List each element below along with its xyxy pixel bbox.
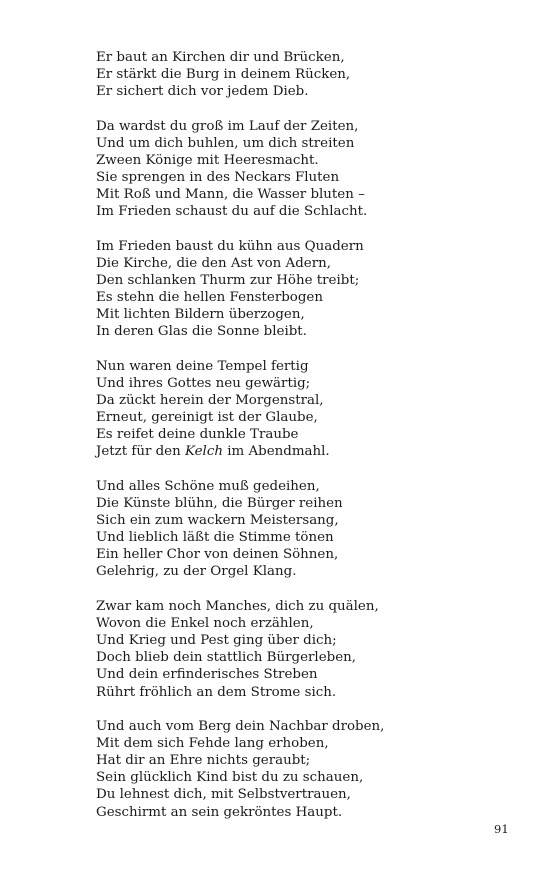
stanza [96,238,516,341]
verse-line [96,529,516,546]
page-number: 91 [494,822,509,836]
verse-text: Die Künste blühn, die Bürger reihen [96,496,343,512]
verse-text: Im Frieden baust du kühn aus Quadern [96,238,364,254]
verse-line [96,684,516,701]
stanza [96,478,516,581]
verse-line [96,255,516,272]
verse-text: Rührt fröhlich an dem Strome sich. [96,684,337,700]
verse-line [96,306,516,323]
verse-line [96,563,516,580]
verse-text: Die Kirche, die den Ast von Adern, [96,255,331,271]
verse-text: Geschirmt an sein gekröntes Haupt. [96,804,343,820]
verse-text: Erneut, gereinigt ist der Glaube, [96,410,318,426]
verse-line [96,323,516,340]
verse-text: Ein heller Chor von deinen Söhnen, [96,547,339,563]
verse-line [96,49,516,66]
verse-text: Und ihres Gottes neu gewärtig; [96,376,311,391]
verse-text: Und lieblich läßt die Stimme tönen [96,530,334,546]
stanza [96,118,516,221]
verse-text-continued: im Abendmahl. [222,444,330,460]
verse-line [96,495,516,512]
verse-text: Sich ein zum wackern Meistersang, [96,513,339,529]
stanza [96,718,516,821]
verse-line [96,409,516,426]
verse-line [96,169,516,186]
verse-text: Und auch vom Berg dein Nachbar droben, [96,719,385,735]
verse-text: Und Krieg und Pest ging über dich; [96,633,337,649]
verse-line [96,546,516,563]
verse-line [96,443,516,460]
verse-line [96,375,516,392]
verse-line [96,752,516,769]
verse-text: Jetzt für den [96,444,185,460]
verse-line [96,203,516,220]
verse-text: Mit Roß und Mann, die Wasser bluten – [96,187,365,203]
verse-line [96,478,516,495]
verse-line [96,632,516,649]
verse-text: In deren Glas die Sonne bleibt. [96,324,307,340]
verse-line [96,598,516,615]
verse-line [96,786,516,803]
verse-line [96,66,516,83]
verse-text: Er sichert dich vor jedem Dieb. [96,84,309,100]
stanza [96,598,516,701]
verse-text: Wovon die Enkel noch erzählen, [96,616,314,632]
verse-text: Es reifet deine dunkle Traube [96,427,299,443]
verse-line [96,649,516,666]
verse-text: Du lehnest dich, mit Selbstvertrauen, [96,787,351,803]
verse-line [96,289,516,306]
verse-line [96,615,516,632]
verse-text: Nun waren deine Tempel fertig [96,358,309,374]
verse-line [96,769,516,786]
verse-text: Es stehn die hellen Fensterbogen [96,290,323,306]
verse-text: Sein glücklich Kind bist du zu schauen, [96,770,364,786]
verse-text: Da zückt herein der Morgenstral, [96,393,324,409]
poem-body [96,49,516,838]
verse-line [96,118,516,135]
verse-line [96,272,516,289]
verse-line [96,735,516,752]
stanza [96,358,516,461]
verse-text: Im Frieden schaust du auf die Schlacht. [96,204,368,220]
verse-text: Und um dich buhlen, um dich streiten [96,135,355,151]
verse-line [96,135,516,152]
verse-text: Gelehrig, zu der Orgel Klang. [96,564,297,580]
verse-text: Er baut an Kirchen dir und Brücken, [96,50,345,65]
verse-text: Zwar kam noch Manches, dich zu quälen, [96,599,379,615]
verse-line [96,186,516,203]
verse-text: Den schlanken Thurm zur Höhe treibt; [96,273,360,289]
verse-line [96,804,516,821]
verse-text: Mit lichten Bildern überzogen, [96,307,305,323]
verse-text: Da wardst du groß im Lauf der Zeiten, [96,118,359,134]
verse-emphasis: Kelch [184,444,223,460]
verse-text: Mit dem sich Fehde lang erhoben, [96,736,329,752]
verse-line [96,152,516,169]
verse-line [96,358,516,375]
verse-line [96,666,516,683]
verse-text: Und dein erfinderisches Streben [96,667,318,683]
verse-text: Sie sprengen in des Neckars Fluten [96,170,340,186]
verse-text: Zween Könige mit Heeresmacht. [96,152,319,168]
verse-text: Doch blieb dein stattlich Bürgerleben, [96,650,357,666]
verse-line [96,718,516,735]
verse-text: Hat dir an Ehre nichts geraubt; [96,753,311,769]
verse-text: Er stärkt die Burg in deinem Rücken, [96,67,351,83]
verse-line [96,238,516,255]
verse-line [96,83,516,100]
verse-line [96,392,516,409]
verse-text: Und alles Schöne muß gedeihen, [96,478,320,494]
stanza [96,49,516,100]
verse-line [96,426,516,443]
verse-line [96,512,516,529]
